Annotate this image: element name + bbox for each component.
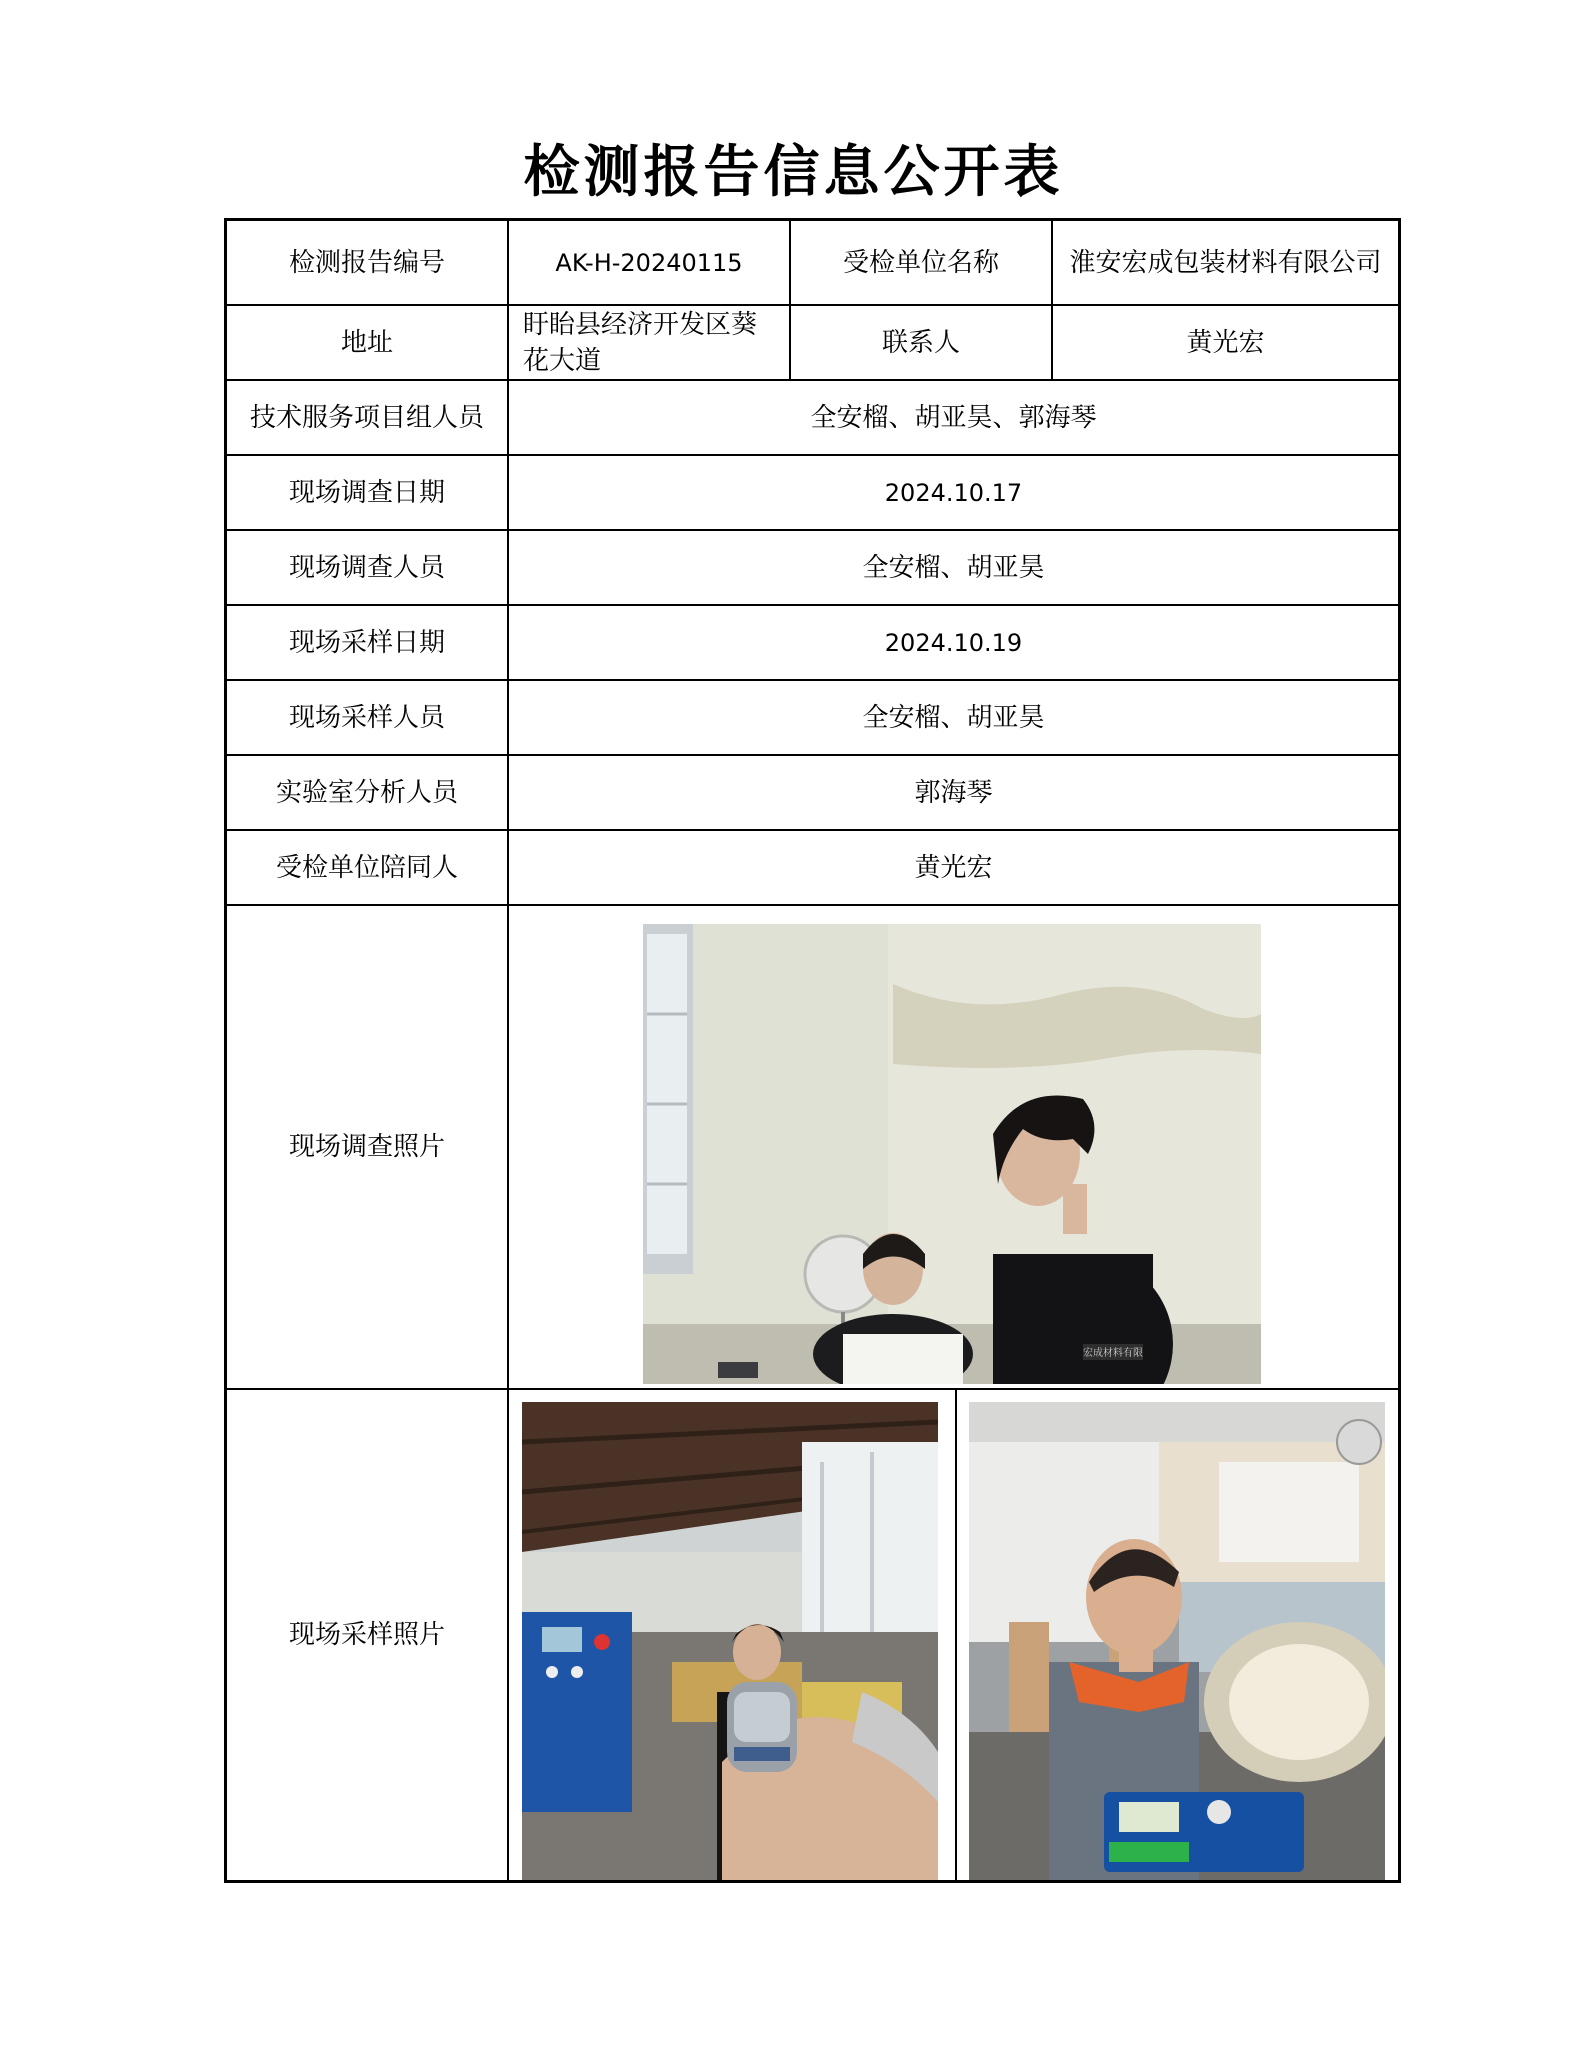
surveyors-label: 现场调查人员 [288,552,445,583]
lab-analyst-value: 郭海琴 [914,777,993,808]
shirt-print: 宏成材料有限 [1083,1348,1143,1359]
report-no-label: 检测报告编号 [288,247,445,278]
survey-date-label: 现场调查日期 [288,477,445,508]
page-title: 检测报告信息公开表 [523,140,1064,205]
info-table [224,218,1401,1883]
samplers-label: 现场采样人员 [288,702,445,733]
address-label: 地址 [340,327,393,358]
sampling-photo-label: 现场采样照片 [288,1620,445,1650]
surveyors-value: 全安榴、胡亚昊 [862,552,1045,583]
sampling-date-label: 现场采样日期 [288,627,445,658]
unit-name-label: 受检单位名称 [842,247,999,278]
escort-label: 受检单位陪同人 [275,852,458,883]
unit-name-value: 淮安宏成包装材料有限公司 [1069,247,1382,278]
escort-value: 黄光宏 [914,852,993,883]
samplers-value: 全安榴、胡亚昊 [862,702,1045,733]
address-value: 盱眙县经济开发区葵花大道 [523,309,758,376]
team-value: 全安榴、胡亚昊、郭海琴 [810,402,1097,433]
sampling-date-value: 2024.10.19 [884,628,1023,657]
survey-photo [643,924,1261,1384]
survey-date-value: 2024.10.17 [884,478,1023,507]
lab-analyst-label: 实验室分析人员 [275,777,458,808]
survey-photo-label: 现场调查照片 [288,1132,445,1162]
contact-value: 黄光宏 [1186,327,1265,358]
report-no-value: AK-H-20240115 [555,248,743,277]
column-divider [955,1388,957,1880]
contact-label: 联系人 [881,327,960,358]
sampling-photo-right [969,1402,1385,1880]
team-label: 技术服务项目组人员 [249,402,484,433]
sampling-photo-left [522,1402,938,1880]
